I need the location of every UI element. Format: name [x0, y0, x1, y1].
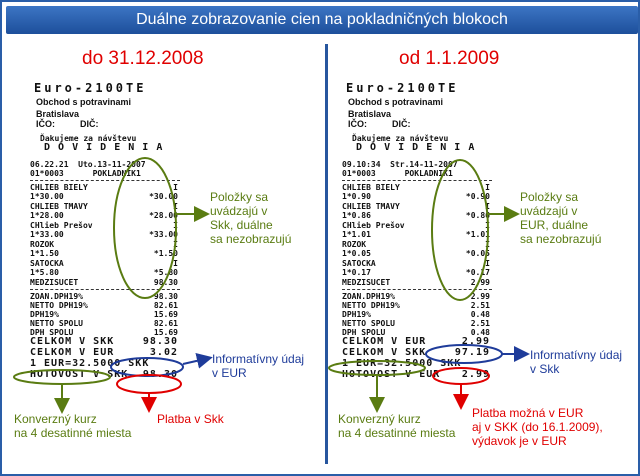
item-code: I — [485, 259, 490, 268]
left-info-note: Informatívny údaj v EUR — [212, 352, 305, 380]
receipt-model: Euro-2100TE — [34, 81, 147, 95]
item-price: *33.00 — [149, 230, 178, 239]
receipt-ico: IČO: — [36, 119, 55, 129]
left-rate-note: Konverzný kurz na 4 desatinné miesta — [14, 412, 132, 440]
total-label: NETTO SPOLU — [342, 319, 395, 328]
total-label: CELKOM V SKK — [342, 347, 427, 358]
item-code: I — [485, 183, 490, 192]
total-label: CELKOM V SKK — [30, 336, 115, 347]
item-quantity: 1*5.80 — [30, 268, 59, 277]
total-label: CELKOM V EUR — [30, 347, 115, 358]
receipt-thanks: Ďakujeme za návštevu — [40, 134, 137, 143]
receipt-register: 01*0003 POKLADNIK1 — [342, 169, 453, 178]
total-label: DPH SPOLU — [342, 328, 386, 337]
item-name: CHlieb Prešov — [342, 221, 405, 230]
total-label: 1 EUR=32.5000 SKK — [342, 358, 462, 369]
left-rate-ellipse — [14, 370, 110, 384]
right-payment-note: Platba možná v EUR aj v SKK (do 16.1.2009), výdavok je v EUR — [472, 406, 603, 448]
receipt-goodbye: D O V I D E N I A — [356, 142, 476, 153]
item-price: *1.50 — [153, 249, 178, 258]
right-rate-ellipse — [329, 361, 425, 375]
total-value: 98.30 — [153, 292, 178, 301]
total-label: NETTO DPH19% — [30, 301, 88, 310]
item-quantity: 1*0.86 — [342, 211, 371, 220]
item-code: I — [485, 221, 490, 230]
item-code: I — [485, 240, 490, 249]
item-quantity: 1*1.50 — [30, 249, 59, 258]
item-name: CHLIEB BIELY — [342, 183, 400, 192]
item-code: I — [173, 240, 178, 249]
left-payment-ellipse — [117, 375, 181, 393]
receipt-register: 01*0003 POKLADNIK1 — [30, 169, 141, 178]
receipt-shop: Obchod s potravinami — [36, 97, 132, 107]
subtotal-value: 98.30 — [153, 278, 178, 287]
item-name: SATOCKA — [342, 259, 376, 268]
total-label: NETTO DPH19% — [342, 301, 400, 310]
item-price: *30.00 — [149, 192, 178, 201]
item-quantity: 1*0.05 — [342, 249, 371, 258]
right-skk-ellipse — [426, 345, 502, 363]
total-value: 3.02 — [149, 347, 178, 358]
item-quantity: 1*30.00 — [30, 192, 64, 201]
left-eur-ellipse — [111, 358, 183, 376]
item-code: I — [173, 202, 178, 211]
item-code: I — [173, 221, 178, 230]
total-value: 98.30 — [142, 369, 178, 380]
item-price: *5.80 — [153, 268, 178, 277]
item-name: ROZOK — [30, 240, 55, 249]
title-banner: Duálne zobrazovanie cien na pokladničných blokoch — [6, 6, 638, 34]
total-label: ZOAN.DPH19% — [342, 292, 395, 301]
item-quantity: 1*33.00 — [30, 230, 64, 239]
total-value: 2.51 — [470, 301, 490, 310]
total-value: 15.69 — [153, 310, 178, 319]
receipt-datetime: 09.10:34 Str.14-11-2007 — [342, 160, 458, 169]
item-name: CHlieb Prešov — [30, 221, 93, 230]
left-items-note: Položky sa uvádzajú v Skk, duálne sa nezobrazujú — [210, 190, 292, 246]
total-label: HOTOVOST V EUR — [342, 369, 441, 380]
receipt-ico: IČO: — [348, 119, 367, 129]
right-items-note: Položky sa uvádzajú v EUR, duálne sa nezobrazujú — [520, 190, 602, 246]
total-value: 2.99 — [461, 336, 490, 347]
total-value: 2.51 — [470, 319, 490, 328]
item-name: SATOCKA — [30, 259, 64, 268]
item-quantity: 1*0.17 — [342, 268, 371, 277]
total-label: CELKOM V EUR — [342, 336, 427, 347]
total-label: ZOAN.DPH19% — [30, 292, 83, 301]
total-value: 98.30 — [142, 336, 178, 347]
right-heading: od 1.1.2009 — [399, 48, 500, 69]
receipt-city: Bratislava — [348, 109, 392, 119]
left-payment-note: Platba v Skk — [157, 412, 224, 426]
item-price: *0.17 — [465, 268, 490, 277]
total-value: 82.61 — [153, 319, 178, 328]
total-value: 0.48 — [470, 328, 490, 337]
subtotal-label: MEDZISUCET — [342, 278, 391, 287]
receipt-model: Euro-2100TE — [346, 81, 459, 95]
total-label: HOTOVOST V SKK — [30, 369, 129, 380]
item-code: I — [173, 259, 178, 268]
total-value: 0.48 — [470, 310, 490, 319]
receipt-thanks: Ďakujeme za návštevu — [352, 134, 449, 143]
total-label: DPH19% — [342, 310, 371, 319]
item-code: I — [485, 202, 490, 211]
receipt-goodbye: D O V I D E N I A — [44, 142, 164, 153]
subtotal-label: MEDZISUCET — [30, 278, 79, 287]
total-label: NETTO SPOLU — [30, 319, 83, 328]
item-quantity: 1*0.90 — [342, 192, 371, 201]
receipt-city: Bratislava — [36, 109, 80, 119]
total-value: 97.19 — [454, 347, 490, 358]
item-name: CHLIEB BIELY — [30, 183, 88, 192]
right-rate-note: Konverzný kurz na 4 desatinné miesta — [338, 412, 456, 440]
item-name: CHLIEB TMAVY — [30, 202, 88, 211]
subtotal-value: 2.99 — [470, 278, 490, 287]
item-quantity: 1*1.01 — [342, 230, 371, 239]
item-price: *0.90 — [465, 192, 490, 201]
total-label: 1 EUR=32.5000 SKK — [30, 358, 150, 369]
receipt-dic: DIČ: — [392, 119, 411, 129]
item-quantity: 1*28.00 — [30, 211, 64, 220]
receipt-datetime: 06.22.21 Uto.13-11-2007 — [30, 160, 146, 169]
item-price: *0.86 — [465, 211, 490, 220]
total-value: 2.99 — [461, 369, 490, 380]
item-price: *1.01 — [465, 230, 490, 239]
item-name: ROZOK — [342, 240, 367, 249]
left-eur-arrow — [183, 359, 205, 364]
total-value: 15.69 — [153, 328, 178, 337]
left-items-ellipse — [114, 158, 176, 298]
item-name: CHLIEB TMAVY — [342, 202, 400, 211]
receipt-shop: Obchod s potravinami — [348, 97, 444, 107]
total-value: 2.99 — [470, 292, 490, 301]
right-payment-ellipse — [433, 368, 489, 384]
item-code: I — [173, 183, 178, 192]
total-label: DPH SPOLU — [30, 328, 74, 337]
right-items-ellipse — [432, 160, 488, 300]
right-info-note: Informatívny údaj v Skk — [530, 348, 623, 376]
item-price: *28.00 — [149, 211, 178, 220]
total-value: 82.61 — [153, 301, 178, 310]
item-price: *0.05 — [465, 249, 490, 258]
receipt-dic: DIČ: — [80, 119, 99, 129]
total-label: DPH19% — [30, 310, 59, 319]
left-heading: do 31.12.2008 — [82, 48, 204, 69]
